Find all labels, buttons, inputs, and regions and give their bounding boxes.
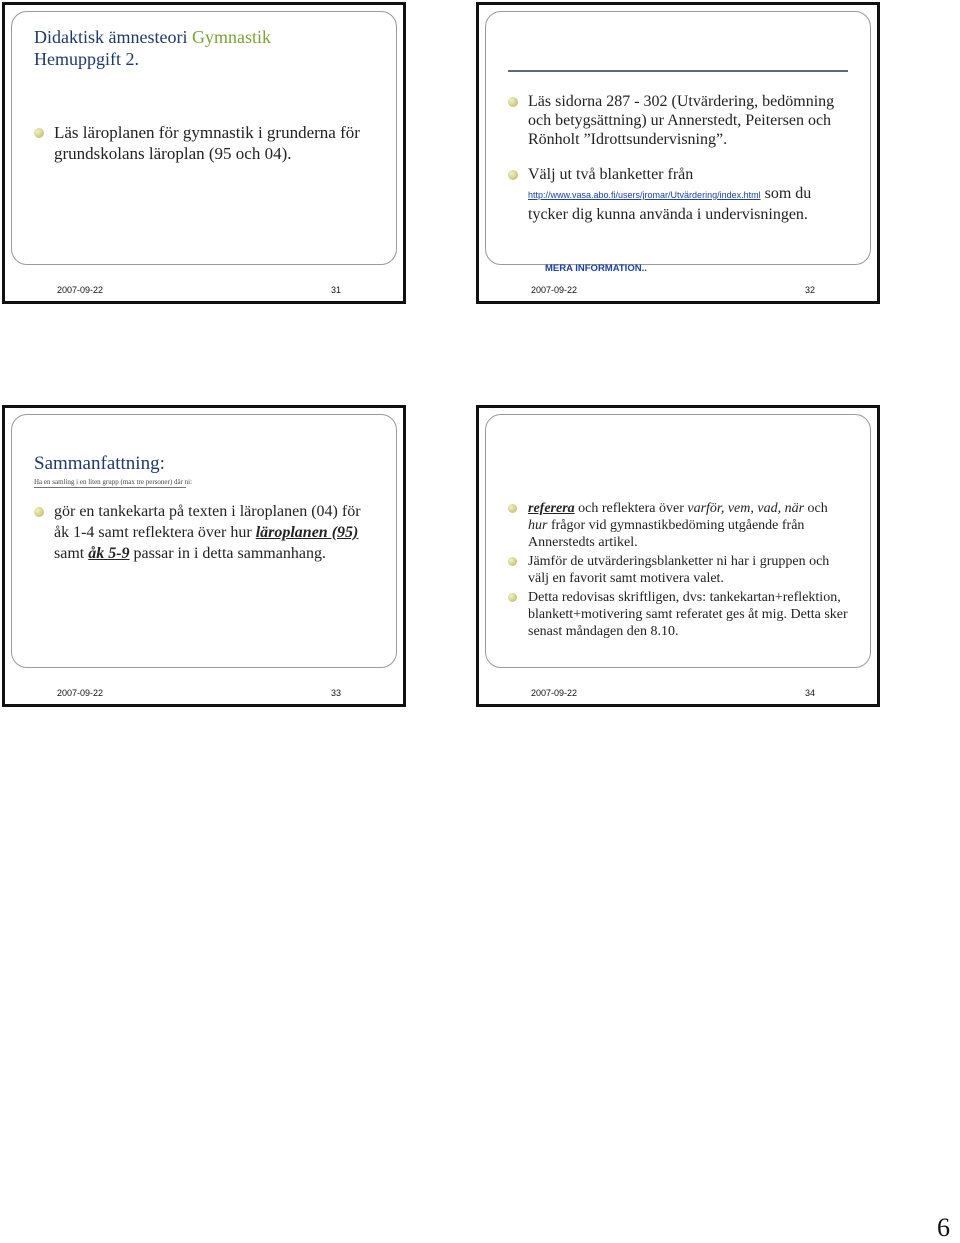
bullet-list: [34, 122, 370, 164]
bullet-item: Jämför de utvärderingsblanketter ni har i gruppen och välj en favorit samt motivera valet.: [508, 553, 848, 587]
bullet-list: [508, 500, 848, 640]
slide-content: [11, 414, 397, 668]
bullet-icon: [508, 504, 517, 513]
bullet-item: Detta redovisas skriftligen, dvs: tankekartan+reflektion, blankett+motivering samt referatet ges åt mig. Detta sker senast måndagen den 8.10.: [508, 589, 848, 640]
slide-footer: [5, 283, 403, 299]
bullet-icon: [508, 170, 518, 180]
slide-content: [485, 414, 871, 668]
page-number: 6: [937, 1213, 950, 1242]
bullet-item: gör en tankekarta på texten i läroplanen (04) för åk 1-4 samt reflektera över hur läroplanen (95) samt åk 5-9 passar in i detta sammanhang.: [34, 501, 372, 564]
title-divider: [34, 487, 186, 488]
title-main: Didaktisk ämnesteori: [34, 27, 188, 47]
bullet-icon: [508, 593, 517, 602]
title-line2: Hemuppgift 2.: [34, 49, 139, 69]
bullet-icon: [508, 557, 517, 566]
bullet-item: Läs läroplanen för gymnastik i grunderna för grundskolans läroplan (95 och 04).: [34, 122, 370, 164]
slide-subtitle: Ha en samling i en liten grupp (max tre personer) där ni:: [34, 478, 193, 486]
slide-content: [485, 11, 871, 265]
bullet-list: [34, 501, 372, 564]
slide-content: [11, 11, 397, 265]
slide-33: [2, 405, 406, 707]
bullet-item: referera och reflektera över varför, vem, vad, när och hur frågor vid gymnastikbedöming utgående från Annerstedts artikel.: [508, 500, 848, 551]
slide-34: [476, 405, 880, 707]
title-accent: Gymnastik: [191, 27, 271, 47]
bullet-item: Läs sidorna 287 - 302 (Utvärdering, bedömning och betygsättning) ur Annerstedt, Peitersen och Rönholt ”Idrottsundervisning”.: [508, 92, 848, 149]
slide-date: 2007-09-22: [531, 688, 578, 698]
slide-31: [2, 2, 406, 304]
slide-footer: [479, 686, 877, 702]
title-divider: [508, 70, 848, 72]
bullet-icon: [34, 128, 44, 138]
bullet-list: [508, 92, 848, 224]
slide-number: 33: [331, 688, 342, 698]
link-vasa[interactable]: http://www.vasa.abo.fi/users/jromar/Utvärdering/index.html: [528, 190, 761, 200]
bullet-icon: [34, 507, 44, 517]
slide-footer: [479, 283, 877, 299]
slide-date: 2007-09-22: [531, 285, 578, 295]
slide-number: 31: [331, 285, 342, 295]
slide-date: 2007-09-22: [57, 688, 104, 698]
slide-number: 32: [805, 285, 816, 295]
more-information-link[interactable]: MERA INFORMATION..: [545, 263, 647, 274]
bullet-icon: [508, 97, 518, 107]
slide-title: [34, 26, 271, 70]
slide-footer: [5, 686, 403, 702]
slide-32: [476, 2, 880, 304]
slide-date: 2007-09-22: [57, 285, 104, 295]
slide-number: 34: [805, 688, 816, 698]
bullet-item: Välj ut två blanketter från http://www.vasa.abo.fi/users/jromar/Utvärdering/index.html som du tycker dig kunna använda i undervisningen.: [508, 165, 848, 224]
slide-title: Sammanfattning:: [34, 453, 165, 474]
